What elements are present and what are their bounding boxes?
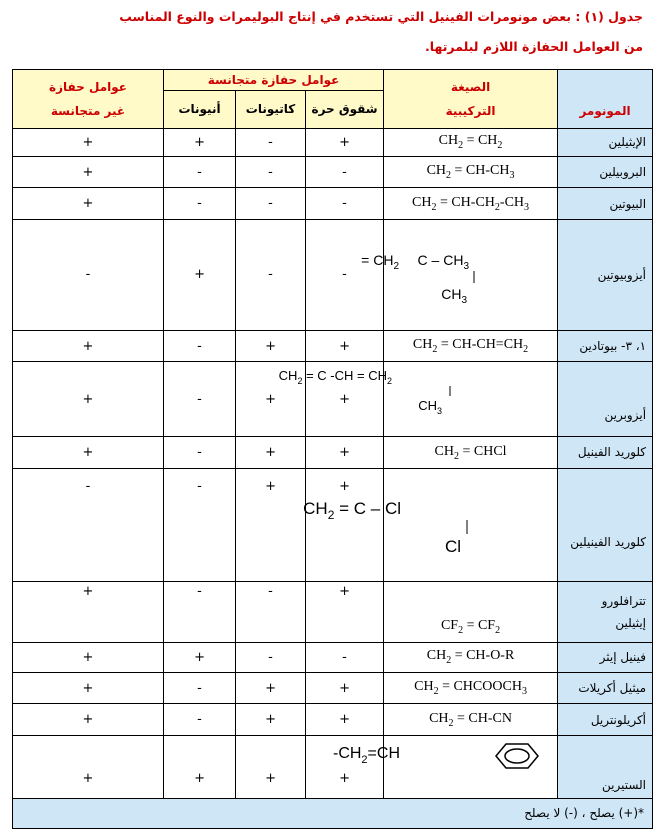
cation-value: + xyxy=(236,704,306,735)
cation-value: - xyxy=(236,219,306,330)
anion-value: + xyxy=(164,128,236,156)
anion-value: - xyxy=(164,157,236,188)
monomer-formula: $CH_2 = CH-CH_2-CH_3$ xyxy=(384,188,558,219)
caption-line-1: جدول (١) : بعض مونومرات الفينيل التي تستخدم في إنتاج البوليمرات والنوع المناسب xyxy=(119,9,643,24)
table-row xyxy=(13,437,653,468)
free-radical-value: + xyxy=(306,581,384,642)
header-homogeneous: عوامل حفازة متجانسة xyxy=(164,70,384,91)
monomer-formula: $CH_2 = CH_2$ xyxy=(384,128,558,156)
monomer-name: كلوريد الفينيل xyxy=(558,437,653,468)
monomer-formula: $CF_2 = CF_2$ xyxy=(384,581,558,642)
monomer-structure xyxy=(360,219,558,330)
monomer-name: أيزوبرين xyxy=(558,362,653,437)
table-caption xyxy=(0,0,657,68)
table-row xyxy=(13,704,653,735)
hetero-value: + xyxy=(13,673,164,704)
monomer-name: الإيثيلين xyxy=(558,128,653,156)
cation-value: + xyxy=(236,468,306,581)
hetero-value: + xyxy=(13,581,164,642)
table-row xyxy=(13,331,653,362)
monomer-formula: $CH_2 = CH-CH_3$ xyxy=(384,157,558,188)
free-radical-value: + xyxy=(306,128,384,156)
table-row xyxy=(13,735,653,798)
header-monomer xyxy=(558,70,653,129)
anion-value: - xyxy=(164,581,236,642)
cation-value: - xyxy=(236,581,306,642)
header-formula xyxy=(384,70,558,129)
hetero-value: - xyxy=(13,468,164,581)
table-row xyxy=(13,642,653,672)
monomer-structure xyxy=(278,362,558,437)
monomer-name: كلوريد الفينيلين xyxy=(558,468,653,581)
anion-value: + xyxy=(164,642,236,672)
free-radical-value: + xyxy=(306,468,384,581)
cation-value: - xyxy=(236,157,306,188)
monomer-formula: $CH_2$ = CHCl xyxy=(384,437,558,468)
monomer-formula: $CH_2 = CH-O-R$ xyxy=(384,642,558,672)
hetero-value: + xyxy=(13,331,164,362)
monomer-formula: $CH_2 = CH-CN$ xyxy=(384,704,558,735)
svg-text:Cl: Cl xyxy=(444,537,461,557)
monomer-name: ميثيل أكريلات xyxy=(558,673,653,704)
svg-text:CH3: $CH_3$ xyxy=(440,286,467,307)
free-radical-value: - xyxy=(306,157,384,188)
svg-text:CH2 = C -CH = CH2: $CH_2 = C$ $-CH = CH_2$ xyxy=(278,368,392,387)
monomer-formula: $CH_2$ = $CHCOOCH_3$ xyxy=(384,673,558,704)
header-free-radicals: شقوق حرة xyxy=(306,91,384,128)
free-radical-value: - xyxy=(306,219,384,330)
anion-value: - xyxy=(164,704,236,735)
svg-text:CH3: $CH_3$ xyxy=(417,398,442,417)
free-radical-value: + xyxy=(306,362,384,437)
svg-text:C – CH3: C – $CH_3$ xyxy=(417,252,469,273)
header-hetero-line1: عوامل حفازة xyxy=(49,79,127,94)
hetero-value: - xyxy=(13,219,164,330)
isobutene-structure xyxy=(360,237,551,307)
hetero-value: + xyxy=(13,437,164,468)
hetero-value: + xyxy=(13,735,164,798)
table-row xyxy=(13,673,653,704)
caption-line-2: من العوامل الحفازة اللازم لبلمرتها. xyxy=(425,39,643,54)
cation-value: - xyxy=(236,642,306,672)
table-row xyxy=(13,362,653,437)
free-radical-value: - xyxy=(306,188,384,219)
hetero-value: + xyxy=(13,642,164,672)
header-formula-line1: الصيغة xyxy=(450,79,491,94)
table-row xyxy=(13,157,653,188)
hetero-value: + xyxy=(13,362,164,437)
monomer-name xyxy=(558,581,653,642)
hetero-value: + xyxy=(13,128,164,156)
anion-value: - xyxy=(164,331,236,362)
cation-value: + xyxy=(236,362,306,437)
monomer-formula: $CH_2 = CH-CH=CH_2$ xyxy=(384,331,558,362)
table-legend: *(+) يصلح ، (-) لا يصلح xyxy=(13,798,653,828)
monomer-name: البروبيلين xyxy=(558,157,653,188)
svg-text:CH2=CH-: $CH_2=CH-$ xyxy=(332,744,400,766)
vinylidene-chloride-structure xyxy=(302,482,551,562)
free-radical-value: + xyxy=(306,437,384,468)
header-formula-line2: التركيبية xyxy=(445,103,496,118)
table-row xyxy=(13,219,653,330)
monomer-name-line2: إيثيلين xyxy=(615,615,647,630)
cation-value: - xyxy=(236,128,306,156)
monomer-name: فينيل إيثر xyxy=(558,642,653,672)
isoprene-structure xyxy=(278,362,556,422)
table-row xyxy=(13,128,653,156)
monomer-structure xyxy=(302,468,558,581)
monomer-name: الستيرين xyxy=(558,735,653,798)
header-hetero-line2: غير متجانسة xyxy=(50,103,126,118)
header-monomer-label: المونومر xyxy=(579,103,631,118)
header-cations: كاتيونات xyxy=(236,91,306,128)
table-row xyxy=(13,468,653,581)
cation-value: + xyxy=(236,735,306,798)
hetero-value: + xyxy=(13,704,164,735)
table-row xyxy=(13,188,653,219)
anion-value: - xyxy=(164,673,236,704)
free-radical-value: - xyxy=(306,642,384,672)
monomer-name: ١، ٣- بيوتادين xyxy=(558,331,653,362)
anion-value: - xyxy=(164,188,236,219)
table-row xyxy=(13,581,653,642)
free-radical-value: + xyxy=(306,735,384,798)
cation-value: + xyxy=(236,331,306,362)
free-radical-value: + xyxy=(306,673,384,704)
anion-value: - xyxy=(164,437,236,468)
monomer-name: أيزوبيوتين xyxy=(558,219,653,330)
header-heterogeneous xyxy=(13,70,164,129)
monomer-table xyxy=(12,69,653,829)
cation-value: + xyxy=(236,437,306,468)
hetero-value: + xyxy=(13,157,164,188)
free-radical-value: + xyxy=(306,704,384,735)
svg-text:CH2 =: $CH_2$ = xyxy=(360,252,399,273)
anion-value: + xyxy=(164,219,236,330)
monomer-name: أكريلونتريل xyxy=(558,704,653,735)
styrene-structure xyxy=(332,736,556,776)
cation-value: - xyxy=(236,188,306,219)
hetero-value: + xyxy=(13,188,164,219)
anion-value: - xyxy=(164,468,236,581)
anion-value: + xyxy=(164,735,236,798)
free-radical-value: + xyxy=(306,331,384,362)
monomer-name: البيوتين xyxy=(558,188,653,219)
cation-value: + xyxy=(236,673,306,704)
monomer-structure xyxy=(332,735,558,798)
anion-value: - xyxy=(164,362,236,437)
header-anions: أنيونات xyxy=(164,91,236,128)
svg-text:CH2 = C – Cl: $CH_2 = C - Cl$ xyxy=(302,499,401,523)
monomer-name-line1: تترافلورو xyxy=(601,593,647,608)
